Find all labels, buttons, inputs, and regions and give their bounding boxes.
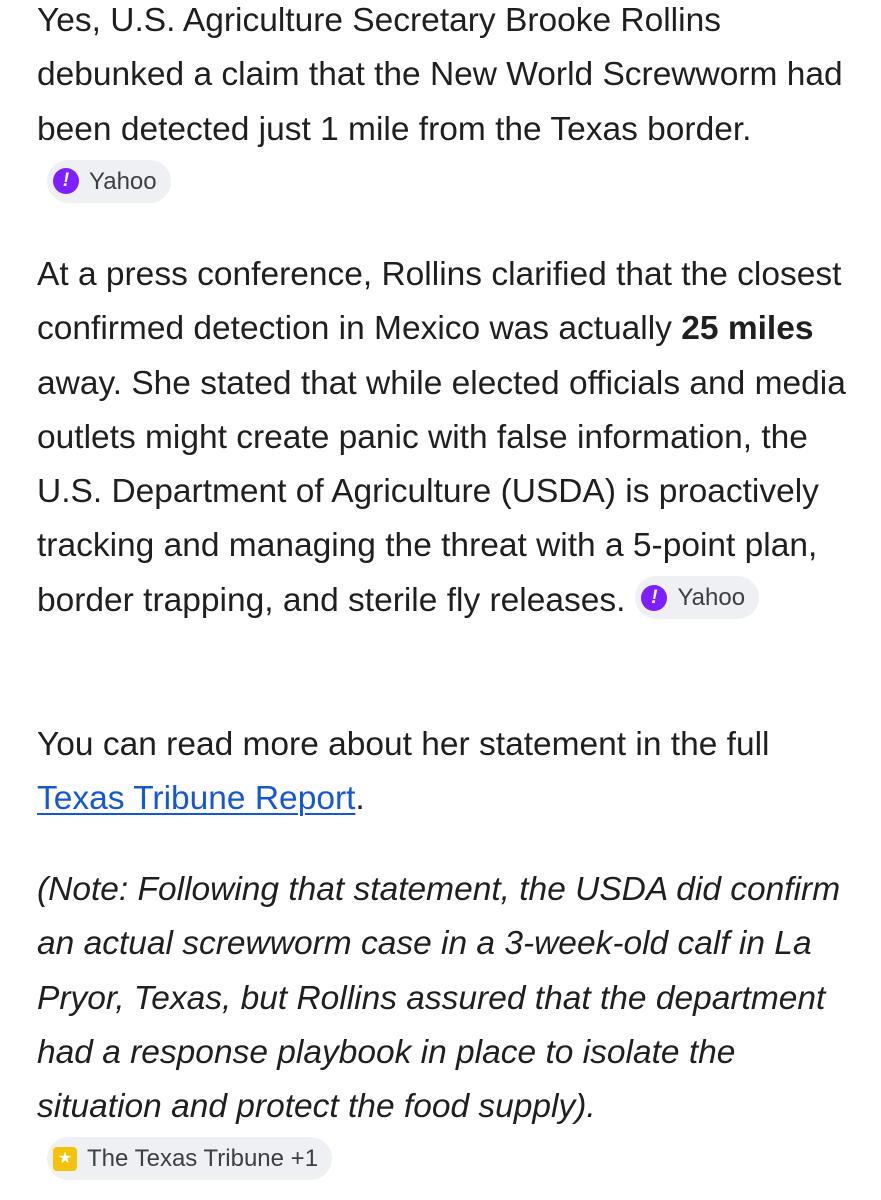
paragraph-3-text-after: . — [355, 780, 365, 818]
texas-tribune-report-link[interactable]: Texas Tribune Report — [37, 780, 356, 818]
source-chip-label: Yahoo — [677, 584, 746, 612]
yahoo-icon: ! — [53, 168, 79, 194]
source-chip-yahoo-2[interactable] — [635, 576, 759, 619]
response-paragraph-2 — [37, 248, 857, 628]
star-icon: ★ — [53, 1147, 77, 1171]
paragraph-1-text: Yes, U.S. Agriculture Secretary Brooke Rollins debunked a claim that the New World Screwworm had been detected just 1 mile from the Texas border. — [37, 2, 843, 148]
source-chip-texas-tribune[interactable] — [47, 1137, 332, 1180]
source-chip-label: Yahoo — [89, 167, 157, 195]
response-paragraph-3 — [37, 718, 857, 827]
paragraph-2-text-after: away. She stated that while elected officials and media outlets might create panic with false information, the U.S. Department of Agriculture (USDA) is proactively tracking and managing the threat with a 5-point plan, border trapping, and sterile fly releases. — [37, 364, 846, 619]
paragraph-2-bold-distance: 25 miles — [681, 310, 814, 348]
paragraph-3-text-before: You can read more about her statement in the full — [37, 726, 770, 763]
source-chip-label: The Texas Tribune +1 — [87, 1145, 319, 1173]
paragraph-2-text-before: At a press conference, Rollins clarified that the closest confirmed detection in Mexico was actually — [37, 256, 842, 348]
note-text: (Note: Following that statement, the USDA did confirm an actual screwworm case in a 3-week-old calf in La Pryor, Texas, but Rollins assured that the department had a response playbook in place to isolate the situation and protect the food supply). — [37, 871, 841, 1126]
source-chip-yahoo[interactable] — [47, 160, 171, 203]
yahoo-icon: ! — [641, 585, 667, 611]
response-note-paragraph — [37, 863, 857, 1189]
response-paragraph-1 — [37, 0, 857, 211]
